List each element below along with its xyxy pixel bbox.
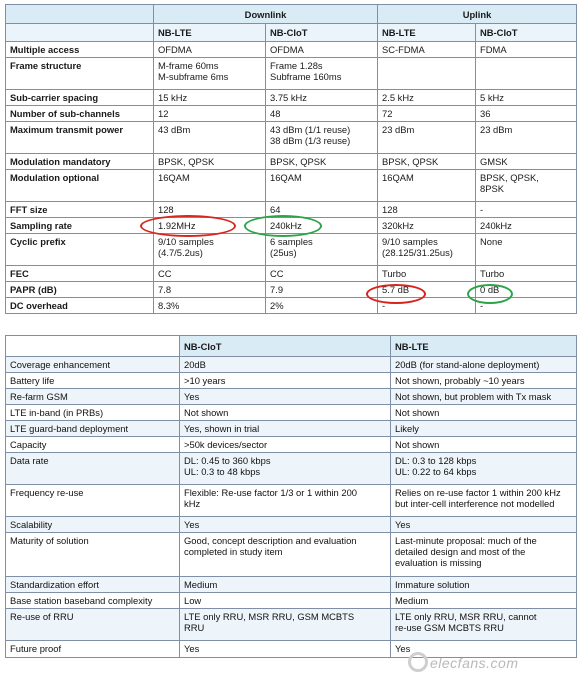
row-label: FFT size [6,202,154,218]
table2-cell: DL: 0.45 to 360 kbps UL: 0.3 to 48 kbps [180,453,391,485]
subheader-ul-nb-lte: NB-LTE [378,24,476,42]
table1-cell: 36 [476,106,577,122]
table1-cell: 16QAM [154,170,266,202]
table1-cell: 16QAM [378,170,476,202]
header-nb-lte: NB-LTE [391,336,577,357]
table1-cell: CC [266,266,378,282]
row-label: Re-use of RRU [6,609,180,641]
table1-cell: 15 kHz [154,90,266,106]
group-header-downlink: Downlink [154,5,378,24]
table1-cell: 43 dBm (1/1 reuse) 38 dBm (1/3 reuse) [266,122,378,154]
table1-cell: - [476,298,577,314]
header-blank [6,5,154,24]
table2-cell: Yes [391,641,577,658]
table1-cell: GMSK [476,154,577,170]
subheader-blank [6,24,154,42]
table1-cell: OFDMA [266,42,378,58]
subheader-dl-nb-lte: NB-LTE [154,24,266,42]
table2-row-scalability [6,517,577,533]
table2-row-lte-in-band-in-prbs [6,405,577,421]
table1-cell: FDMA [476,42,577,58]
table2-cell: Good, concept description and evaluation completed in study item [180,533,391,577]
table1-row-papr-db [6,282,577,298]
table2-cell: Relies on re-use factor 1 within 200 kHz but inter-cell interference not modelled [391,485,577,517]
table1-row-fft-size [6,202,577,218]
table1-row-fec [6,266,577,282]
table1-cell: OFDMA [154,42,266,58]
table2-row-capacity [6,437,577,453]
table1-cell: 2% [266,298,378,314]
table1-cell: 8.3% [154,298,266,314]
table1-cell: CC [154,266,266,282]
table1-row-dc-overhead [6,298,577,314]
table1-cell: 16QAM [266,170,378,202]
table1-cell: 240kHz [266,218,378,234]
table1-cell: 5.7 dB [378,282,476,298]
row-label: Maturity of solution [6,533,180,577]
table1-row-modulation-mandatory [6,154,577,170]
table1-row-sampling-rate [6,218,577,234]
row-label: Number of sub-channels [6,106,154,122]
row-label: Modulation optional [6,170,154,202]
table1-cell: 23 dBm [378,122,476,154]
table1-cell: 0 dB [476,282,577,298]
table1-row-cyclic-prefix [6,234,577,266]
table2-cell: LTE only RRU, MSR RRU, GSM MCBTS RRU [180,609,391,641]
table2-cell: DL: 0.3 to 128 kbps UL: 0.22 to 64 kbps [391,453,577,485]
table2-cell: >10 years [180,373,391,389]
table1-cell: BPSK, QPSK [154,154,266,170]
table1-cell: 1.92MHz [154,218,266,234]
table2-row-standardization-effort [6,577,577,593]
table2-row-battery-life [6,373,577,389]
table2-cell: Not shown, but problem with Tx mask [391,389,577,405]
table1-cell: - [378,298,476,314]
table1-row-multiple-access [6,42,577,58]
table1-row-maximum-transmit-power [6,122,577,154]
row-label: Frame structure [6,58,154,90]
table2-row-re-use-of-rru [6,609,577,641]
table2-cell: Not shown [180,405,391,421]
table1-cell: 6 samples (25us) [266,234,378,266]
row-label: FEC [6,266,154,282]
group-header-uplink: Uplink [378,5,577,24]
row-label: DC overhead [6,298,154,314]
table1-row-sub-carrier-spacing [6,90,577,106]
table2-row-frequency-re-use [6,485,577,517]
table1-cell: SC-FDMA [378,42,476,58]
row-label: Future proof [6,641,180,658]
row-label: LTE in-band (in PRBs) [6,405,180,421]
table1-cell: 128 [378,202,476,218]
row-label: Multiple access [6,42,154,58]
table1-cell: Turbo [378,266,476,282]
row-label: Modulation mandatory [6,154,154,170]
table1-cell: 320kHz [378,218,476,234]
table2-cell: Yes [180,389,391,405]
table1-cell [476,58,577,90]
row-label: Data rate [6,453,180,485]
table2-cell: Yes [180,517,391,533]
table1-cell: Frame 1.28s Subframe 160ms [266,58,378,90]
table1-cell: 43 dBm [154,122,266,154]
table2-cell: Medium [391,593,577,609]
table1-cell: BPSK, QPSK, 8PSK [476,170,577,202]
table2-cell: Yes [180,641,391,658]
table2-cell: Not shown, probably ~10 years [391,373,577,389]
table1-row-frame-structure [6,58,577,90]
row-label: LTE guard-band deployment [6,421,180,437]
table1-cell: BPSK, QPSK [266,154,378,170]
table1-cell: 64 [266,202,378,218]
row-label: PAPR (dB) [6,282,154,298]
row-label: Standardization effort [6,577,180,593]
row-label: Maximum transmit power [6,122,154,154]
row-label: Base station baseband complexity [6,593,180,609]
table1-cell: BPSK, QPSK [378,154,476,170]
table1-row-number-of-sub-channels [6,106,577,122]
table2-cell: Likely [391,421,577,437]
table2-cell: Not shown [391,405,577,421]
table2-cell: >50k devices/sector [180,437,391,453]
table1-cell: 12 [154,106,266,122]
table2-row-data-rate [6,453,577,485]
row-label: Capacity [6,437,180,453]
table1-cell: 7.8 [154,282,266,298]
table2-cell: Low [180,593,391,609]
table2-cell: Not shown [391,437,577,453]
table1-cell: 48 [266,106,378,122]
nb-lte-vs-nb-ciot-technical-table [5,4,577,314]
watermark-logo-icon [408,652,428,672]
table1-row-modulation-optional [6,170,577,202]
table1-cell: 23 dBm [476,122,577,154]
row-label: Battery life [6,373,180,389]
table1-cell [378,58,476,90]
table2-cell: Yes, shown in trial [180,421,391,437]
table2-cell: Last-minute proposal: much of the detailed design and most of the evaluation is missing [391,533,577,577]
table2-row-lte-guard-band-deployment [6,421,577,437]
table1-cell: M-frame 60ms M-subframe 6ms [154,58,266,90]
subheader-dl-nb-ciot: NB-CIoT [266,24,378,42]
table1-cell: 9/10 samples (28.125/31.25us) [378,234,476,266]
table1-cell: - [476,202,577,218]
table2-cell: LTE only RRU, MSR RRU, cannot re-use GSM MCBTS RRU [391,609,577,641]
table1-cell: 5 kHz [476,90,577,106]
row-label: Sub-carrier spacing [6,90,154,106]
table2-row-re-farm-gsm [6,389,577,405]
row-label: Cyclic prefix [6,234,154,266]
table1-cell: Turbo [476,266,577,282]
table1-cell: 72 [378,106,476,122]
table2-cell: 20dB [180,357,391,373]
table2-cell: Yes [391,517,577,533]
table2-cell: 20dB (for stand-alone deployment) [391,357,577,373]
table1-cell: 7.9 [266,282,378,298]
row-label: Sampling rate [6,218,154,234]
table2-row-maturity-of-solution [6,533,577,577]
watermark-text: elecfans.com [430,655,519,671]
header-nb-ciot: NB-CIoT [180,336,391,357]
nb-ciot-vs-nb-lte-comparison-table [5,335,577,658]
table2-row-base-station-baseband-complexity [6,593,577,609]
row-label: Frequency re-use [6,485,180,517]
table1-cell: 240kHz [476,218,577,234]
table1-cell: 2.5 kHz [378,90,476,106]
table2-row-coverage-enhancement [6,357,577,373]
row-label: Coverage enhancement [6,357,180,373]
subheader-ul-nb-ciot: NB-CIoT [476,24,577,42]
table1-cell: 9/10 samples (4.7/5.2us) [154,234,266,266]
table1-cell: 128 [154,202,266,218]
row-label: Re-farm GSM [6,389,180,405]
table1-cell: None [476,234,577,266]
table1-cell: 3.75 kHz [266,90,378,106]
table2-cell: Immature solution [391,577,577,593]
row-label: Scalability [6,517,180,533]
table2-cell: Flexible: Re-use factor 1/3 or 1 within 200 kHz [180,485,391,517]
table2-cell: Medium [180,577,391,593]
header-blank [6,336,180,357]
